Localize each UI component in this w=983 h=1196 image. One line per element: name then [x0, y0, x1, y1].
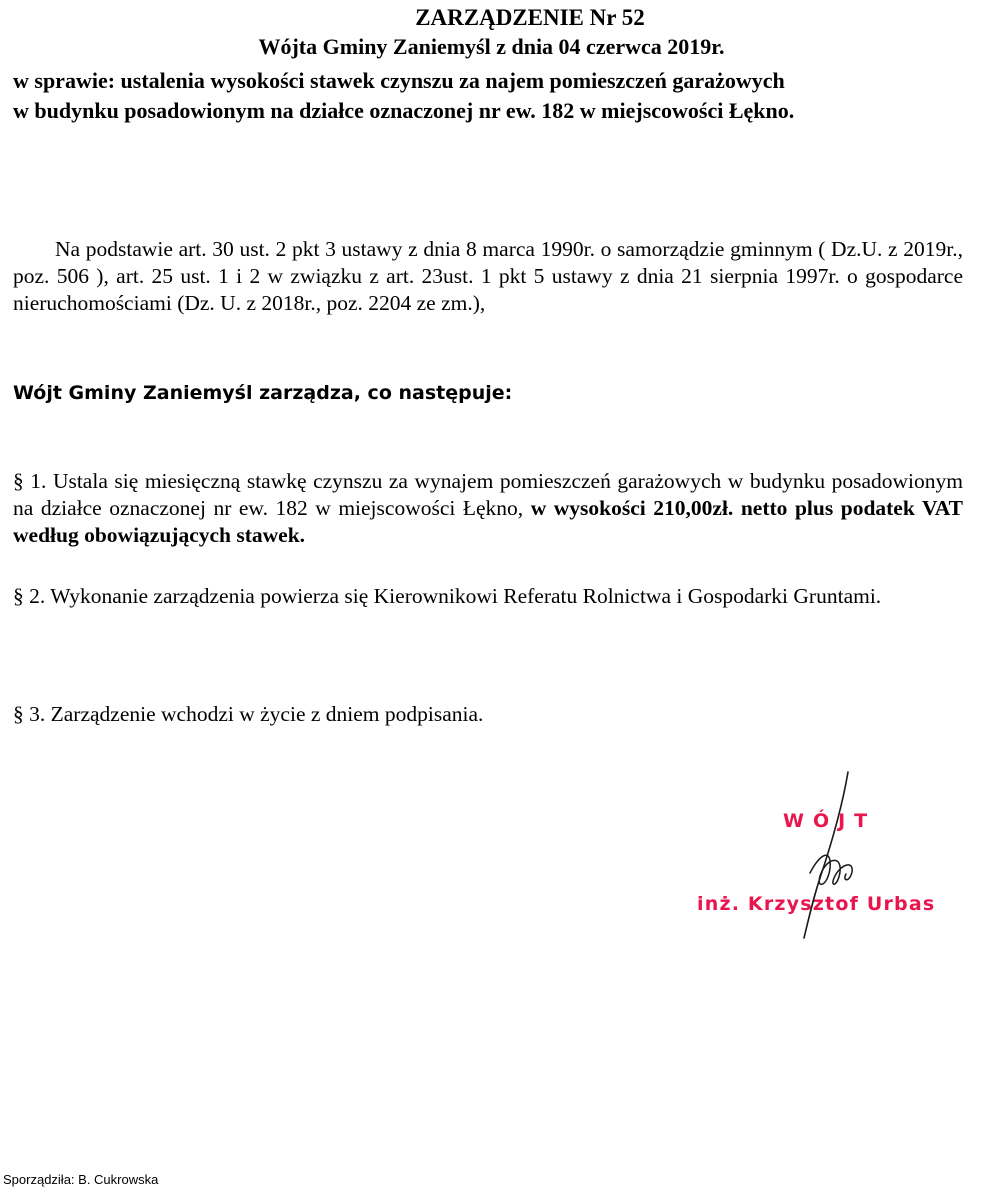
section-1-text: § 1. Ustala się miesięczną stawkę czynszu za wynajem pomieszczeń garażowych w budynku posadowionym na działce oznaczonej nr ew. 182 w miejscowości Łękno, — [13, 469, 963, 520]
subject-line-1: w sprawie: ustalenia wysokości stawek czynszu za najem pomieszczeń garażowych — [13, 68, 785, 93]
document-subject — [13, 66, 973, 126]
official-stamp-title: WÓJT — [783, 810, 877, 832]
legal-basis-paragraph: Na podstawie art. 30 ust. 2 pkt 3 ustawy z dnia 8 marca 1990r. o samorządzie gminnym ( Dz.U. z 2019r., poz. 506 ), art. 25 ust. 1 i 2 w związku z art. 23ust. 1 pkt 5 ustawy z dnia 21 sierpnia 1997r. o gospodarce nieruchomościami (Dz. U. z 2018r., poz. 2204 ze zm.), — [13, 237, 963, 315]
handwritten-signature — [780, 768, 890, 948]
prepared-by: Sporządziła: B. Cukrowska — [3, 1172, 159, 1187]
issuer-and-date: Wójta Gminy Zaniemyśl z dnia 04 czerwca 2019r. — [258, 34, 725, 59]
subject-line-2: w budynku posadowionym na działce oznaczonej nr ew. 182 w miejscowości Łękno. — [13, 98, 795, 123]
official-stamp-name: inż. Krzysztof Urbas — [697, 893, 936, 915]
document-title: ZARZĄDZENIE Nr 52 — [415, 5, 645, 30]
section-1-paragraph — [13, 468, 963, 549]
section-3-paragraph: § 3. Zarządzenie wchodzi w życie z dniem podpisania. — [13, 702, 484, 726]
section-2-paragraph: § 2. Wykonanie zarządzenia powierza się Kierownikowi Referatu Rolnictwa i Gospodarki Gruntami. — [13, 584, 882, 608]
section-1-amount: w wysokości 210,00zł. netto plus podatek VAT według obowiązujących stawek. — [13, 496, 963, 547]
decree-intro: Wójt Gminy Zaniemyśl zarządza, co następuje: — [13, 382, 513, 404]
